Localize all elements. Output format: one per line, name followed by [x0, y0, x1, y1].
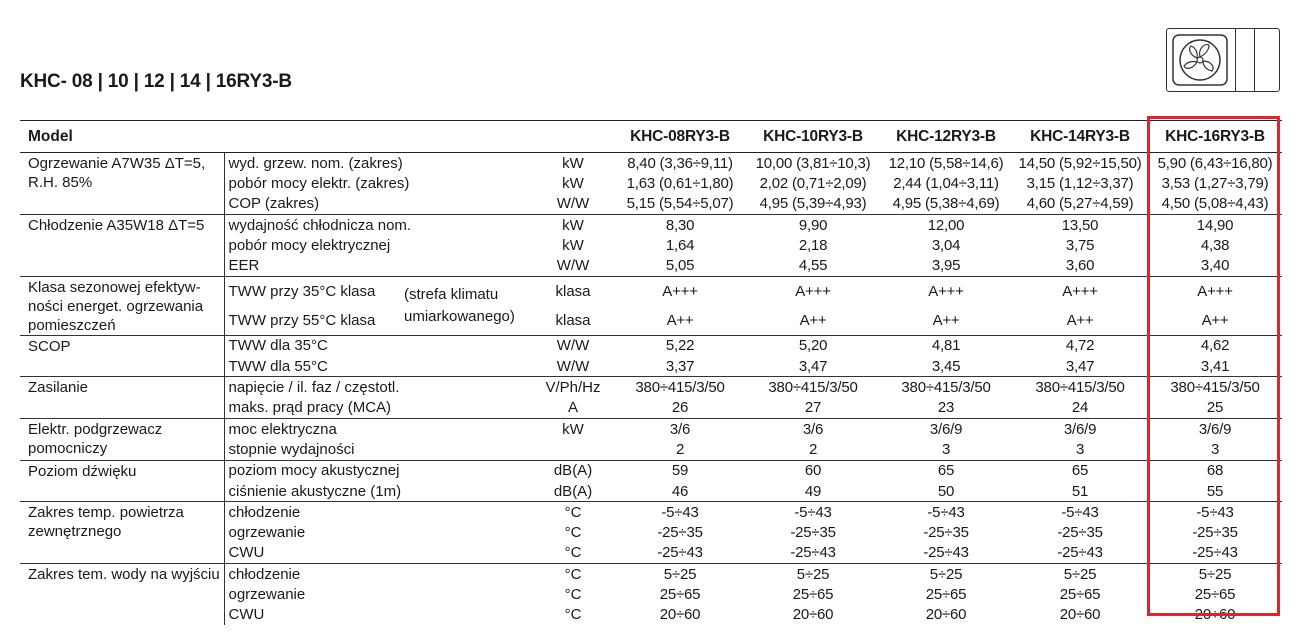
value-cell: -5÷43: [614, 502, 746, 523]
value-cell: 65: [1012, 460, 1148, 481]
value-cell: 8,30: [614, 214, 746, 235]
value-cell: 25÷65: [792, 585, 834, 603]
value-cell: 3,47: [798, 357, 828, 375]
unit-cell: °C: [564, 606, 582, 624]
value-cell: 3: [1210, 440, 1220, 458]
parameter-label: ogrzewanie: [224, 584, 532, 604]
value-cell: 14,90: [1148, 214, 1282, 235]
value-cell: 46: [671, 482, 689, 500]
group-label: Zakres tem. wody na wyjściu: [20, 564, 224, 625]
value-cell: -25÷43: [790, 544, 836, 562]
value-cell: 4,81: [880, 335, 1012, 356]
model-header-cell: KHC-08RY3-B: [614, 121, 746, 153]
parameter-label: CWU: [224, 543, 532, 564]
parameter-label: stopnie wydajności: [224, 439, 532, 460]
value-cell: 59: [614, 460, 746, 481]
parameter-label: TWW przy 55°C klasa: [224, 306, 402, 336]
value-cell: -25÷35: [790, 524, 836, 542]
unit-cell: klasa: [532, 276, 614, 306]
value-cell: 4,72: [1012, 335, 1148, 356]
model-header: Model: [20, 121, 614, 153]
value-cell: -25÷43: [1192, 544, 1238, 562]
unit-cell: °C: [532, 502, 614, 523]
value-cell: A+++: [880, 276, 1012, 306]
unit-cell: kW: [562, 236, 584, 254]
value-cell: 1,64: [665, 236, 695, 254]
value-cell: 380÷415/3/50: [1148, 377, 1282, 398]
value-cell: 3,95: [931, 257, 961, 275]
unit-cell: V/Ph/Hz: [532, 377, 614, 398]
value-cell: 27: [804, 399, 822, 417]
value-cell: 2: [808, 440, 818, 458]
value-cell: A++: [666, 311, 694, 329]
page-title: KHC- 08 | 10 | 12 | 14 | 16RY3-B: [20, 71, 292, 92]
value-cell: 4,60 (5,27÷4,59): [1026, 195, 1134, 213]
model-header-cell: KHC-16RY3-B: [1148, 121, 1282, 153]
value-cell: 25÷65: [659, 585, 701, 603]
parameter-label: poziom mocy akustycznej: [224, 460, 532, 481]
value-cell: -5÷43: [1148, 502, 1282, 523]
value-cell: -5÷43: [746, 502, 880, 523]
parameter-label: pobór mocy elektrycznej: [224, 235, 532, 255]
value-cell: 8,40 (3,36÷9,11): [627, 154, 733, 172]
value-cell: -25÷35: [1057, 524, 1103, 542]
value-cell: 12,00: [880, 214, 1012, 235]
unit-cell: °C: [564, 544, 582, 562]
parameter-label: COP (zakres): [224, 194, 532, 215]
value-cell: 5÷25: [746, 564, 880, 585]
value-cell: -25÷43: [1057, 544, 1103, 562]
value-cell: 4,38: [1200, 236, 1230, 254]
value-cell: 3,47: [1065, 357, 1095, 375]
unit-cell: dB(A): [553, 482, 593, 500]
value-cell: 5÷25: [614, 564, 746, 585]
value-cell: 9,90: [746, 214, 880, 235]
parameter-label: moc elektryczna: [224, 418, 532, 439]
unit-cell: klasa: [555, 311, 591, 329]
value-cell: 4,95 (5,39÷4,93): [759, 195, 867, 213]
value-cell: 3/6/9: [1148, 418, 1282, 439]
value-cell: 3/6/9: [1012, 418, 1148, 439]
value-cell: A+++: [614, 276, 746, 306]
unit-cell: °C: [532, 564, 614, 585]
group-label: Klasa sezonowej efektyw-ności energet. ogrzewania pomieszczeń: [20, 276, 224, 335]
value-cell: A++: [799, 311, 827, 329]
parameter-label: maks. prąd pracy (MCA): [224, 398, 532, 419]
parameter-label: chłodzenie: [224, 502, 532, 523]
value-cell: 3,60: [1065, 257, 1095, 275]
value-cell: 3,04: [931, 236, 961, 254]
value-cell: 3,15 (1,12÷3,37): [1026, 174, 1134, 192]
value-cell: 20÷60: [792, 606, 834, 624]
table-row: [20, 502, 1282, 523]
value-cell: 68: [1148, 460, 1282, 481]
value-cell: 3,37: [665, 357, 695, 375]
parameter-label: wydajność chłodnicza nom.: [224, 214, 532, 235]
unit-cell: [532, 439, 614, 460]
model-header-cell: KHC-14RY3-B: [1012, 121, 1148, 153]
group-label: Zasilanie: [20, 377, 224, 419]
value-cell: 24: [1071, 399, 1089, 417]
unit-cell: °C: [564, 524, 582, 542]
value-cell: 2,44 (1,04÷3,11): [893, 174, 999, 192]
value-cell: 20÷60: [659, 606, 701, 624]
table-row: [20, 335, 1282, 356]
unit-cell: W/W: [556, 257, 590, 275]
value-cell: 5,20: [746, 335, 880, 356]
value-cell: 2,18: [798, 236, 828, 254]
parameter-label: ogrzewanie: [224, 522, 532, 542]
value-cell: 4,50 (5,08÷4,43): [1161, 195, 1269, 213]
parameter-label: chłodzenie: [224, 564, 532, 585]
value-cell: 25: [1206, 399, 1224, 417]
model-header-cell: KHC-12RY3-B: [880, 121, 1012, 153]
value-cell: 3/6: [746, 418, 880, 439]
spec-table-body: [20, 121, 1282, 625]
value-cell: 5,15 (5,54÷5,07): [626, 195, 734, 213]
unit-cell: A: [568, 399, 579, 417]
value-cell: 26: [671, 399, 689, 417]
table-row: [20, 276, 1282, 306]
value-cell: 65: [880, 460, 1012, 481]
value-cell: 3: [941, 440, 951, 458]
unit-cell: °C: [564, 585, 582, 603]
table-row: [20, 153, 1282, 174]
unit-cell: W/W: [532, 335, 614, 356]
value-cell: 3,45: [931, 357, 961, 375]
unit-cell: kW: [562, 174, 584, 192]
model-header-cell: KHC-10RY3-B: [746, 121, 880, 153]
value-cell: -25÷43: [657, 544, 703, 562]
value-cell: 25÷65: [1194, 585, 1236, 603]
unit-cell: kW: [562, 154, 584, 172]
parameter-label: CWU: [224, 605, 532, 625]
unit-cell: W/W: [556, 195, 590, 213]
value-cell: 2: [675, 440, 685, 458]
unit-cell: kW: [532, 418, 614, 439]
value-cell: -25÷43: [923, 544, 969, 562]
header-row: [20, 121, 1282, 153]
value-cell: 55: [1206, 482, 1224, 500]
parameter-label: pobór mocy elektr. (zakres): [224, 173, 532, 193]
value-cell: 5÷25: [880, 564, 1012, 585]
value-cell: 4,62: [1148, 335, 1282, 356]
parameter-label: TWW przy 35°C klasa: [224, 276, 402, 306]
group-label: Elektr. podgrzewacz pomocniczy: [20, 418, 224, 460]
value-cell: A+++: [746, 276, 880, 306]
value-cell: 380÷415/3/50: [1012, 377, 1148, 398]
value-cell: 3/6: [614, 418, 746, 439]
value-cell: 23: [937, 399, 955, 417]
value-cell: 5÷25: [1012, 564, 1148, 585]
group-label: Zakres temp. powietrza zewnętrznego: [20, 502, 224, 564]
value-cell: 3,75: [1065, 236, 1095, 254]
value-cell: 5,22: [614, 335, 746, 356]
value-cell: 25÷65: [1059, 585, 1101, 603]
value-cell: 10,00 (3,81÷10,3): [755, 154, 871, 172]
table-row: [20, 460, 1282, 481]
value-cell: 13,50: [1012, 214, 1148, 235]
value-cell: 1,63 (0,61÷1,80): [626, 174, 734, 192]
parameter-label: EER: [224, 255, 532, 276]
value-cell: -25÷35: [923, 524, 969, 542]
table-row: [20, 214, 1282, 235]
value-cell: 60: [746, 460, 880, 481]
value-cell: 20÷60: [1059, 606, 1101, 624]
group-label: Ogrzewanie A7W35 ΔT=5, R.H. 85%: [28, 155, 206, 191]
group-label: Poziom dźwięku: [20, 460, 224, 502]
value-cell: 12,10 (5,58÷14,6): [888, 154, 1004, 172]
value-cell: 5,90 (6,43÷16,80): [1157, 154, 1273, 172]
value-cell: 51: [1071, 482, 1089, 500]
value-cell: 3: [1075, 440, 1085, 458]
value-cell: A+++: [1012, 276, 1148, 306]
group-label: Chłodzenie A35W18 ΔT=5: [20, 214, 224, 276]
climate-zone-note: (strefa klimatu umiarkowanego): [402, 276, 532, 335]
unit-cell: kW: [532, 214, 614, 235]
parameter-label: TWW dla 55°C: [224, 356, 532, 377]
value-cell: 25÷65: [925, 585, 967, 603]
parameter-label: napięcie / il. faz / częstotl.: [224, 377, 532, 398]
value-cell: A+++: [1148, 276, 1282, 306]
value-cell: 3,53 (1,27÷3,79): [1161, 174, 1269, 192]
unit-cell: W/W: [556, 357, 590, 375]
value-cell: 5÷25: [1148, 564, 1282, 585]
fan-icon: [1171, 33, 1229, 87]
value-cell: 20÷60: [1194, 606, 1236, 624]
table-row: [20, 377, 1282, 398]
value-cell: 3,41: [1200, 357, 1230, 375]
value-cell: 49: [804, 482, 822, 500]
group-label: SCOP: [20, 335, 224, 377]
value-cell: -5÷43: [1012, 502, 1148, 523]
value-cell: 14,50 (5,92÷15,50): [1018, 154, 1142, 172]
value-cell: 380÷415/3/50: [614, 377, 746, 398]
value-cell: -5÷43: [880, 502, 1012, 523]
fan-unit-symbol: [1166, 28, 1280, 92]
table-row: [20, 418, 1282, 439]
value-cell: 380÷415/3/50: [880, 377, 1012, 398]
value-cell: 380÷415/3/50: [746, 377, 880, 398]
parameter-label: TWW dla 35°C: [224, 335, 532, 356]
value-cell: A++: [932, 311, 960, 329]
value-cell: 20÷60: [925, 606, 967, 624]
table-row: [20, 564, 1282, 585]
value-cell: 50: [937, 482, 955, 500]
parameter-label: wyd. grzew. nom. (zakres): [224, 153, 532, 174]
value-cell: -25÷35: [1192, 524, 1238, 542]
value-cell: 3/6/9: [880, 418, 1012, 439]
value-cell: A++: [1066, 311, 1094, 329]
unit-cell: dB(A): [532, 460, 614, 481]
parameter-label: ciśnienie akustyczne (1m): [224, 481, 532, 502]
value-cell: 5,05: [665, 257, 695, 275]
value-cell: 3,40: [1200, 257, 1230, 275]
value-cell: 4,95 (5,38÷4,69): [892, 195, 1000, 213]
value-cell: -25÷35: [657, 524, 703, 542]
value-cell: A++: [1201, 311, 1229, 329]
spec-table: [20, 120, 1282, 625]
value-cell: 4,55: [798, 257, 828, 275]
value-cell: 2,02 (0,71÷2,09): [759, 174, 867, 192]
